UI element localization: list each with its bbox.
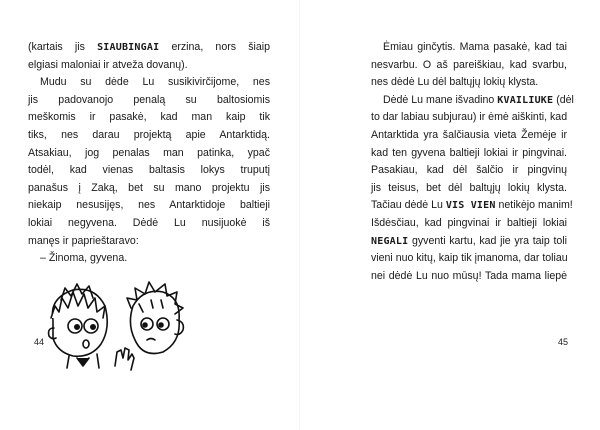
text-line: meškomis ir pasakė, kad man kaip tik bbox=[28, 111, 270, 124]
text-line: todėl, kad vienas baltasis lokys truputį bbox=[28, 164, 270, 177]
text-line: Išdėsčiau, kad pingvinai ir baltieji lokiai bbox=[371, 216, 567, 229]
text-line: nei dėdė Lu nuo mūsų! Tada mama liepė bbox=[371, 269, 567, 282]
text-line: Ėmiau ginčytis. Mama pasakė, kad tai bbox=[383, 41, 567, 53]
text-line: – Žinoma, gyvena. bbox=[40, 252, 128, 265]
text-line: kad ten gyvena baltieji lokiai ir pingvinai. bbox=[371, 146, 567, 159]
page-number: 44 bbox=[34, 337, 45, 347]
right-page-text bbox=[371, 39, 574, 285]
text-line: niekaip nesusijęs, nes Antarktidoje baltieji bbox=[28, 199, 270, 212]
text-line: NEGALI gyventi kartu, kad jie yra taip toli bbox=[371, 234, 567, 247]
text-line: nesvarbu. O aš pareiškiau, kad svarbu, bbox=[371, 58, 567, 71]
text-line: Tačiau dėdė Lu VIS VIEN netikėjo manim! bbox=[371, 199, 573, 212]
text-line: (kartais jis SIAUBINGAI erzina, nors šiaip bbox=[28, 41, 270, 53]
emphasis-word: SIAUBINGAI bbox=[97, 42, 160, 53]
page-number: 45 bbox=[558, 337, 569, 347]
text-line: manęs ir paprieštaravo: bbox=[28, 234, 139, 247]
emphasis-word: NEGALI bbox=[371, 235, 409, 247]
text-line: lokiai negyvena. Dėdė Lu nusijuokė iš bbox=[28, 216, 270, 229]
text-line: tiks, nes darau projektą apie Antarktidą. bbox=[28, 128, 270, 141]
text-line: Pasakiau, kad dėl šalčio ir pingvinų bbox=[371, 164, 567, 177]
text-line: nes dėdė Lu dėl baltųjų lokių klysta. bbox=[371, 76, 539, 89]
text-line: panašus į Zaką, bet su mano projektu jis bbox=[28, 181, 270, 194]
text-line: jis teisus, bet dėl baltųjų lokių klysta. bbox=[371, 181, 567, 194]
text-line: vieni nuo kitų, kaip tik įmanoma, dar toliau bbox=[371, 252, 568, 265]
text-line: Mudu su dėde Lu susikivirčijome, nes bbox=[40, 76, 270, 89]
text-line: Atsakiau, jog penalas man patinka, ypač bbox=[28, 146, 270, 159]
emphasis-word: VIS VIEN bbox=[445, 200, 496, 212]
text-line: Antarktida yra šalčiausia vieta Žemėje ir bbox=[371, 128, 567, 141]
text-line: jis padovanojo penalą su baltosiomis bbox=[28, 93, 270, 106]
text-line: Dėdė Lu mane išvadino KVAILIUKE (dėl bbox=[383, 93, 574, 106]
text-line: elgiasi maloniai ir atveža dovanų). bbox=[28, 58, 188, 71]
emphasis-word: KVAILIUKE bbox=[497, 94, 554, 106]
text-line: to dar labiau subjurau) ir ėmė aiškinti, kad bbox=[371, 111, 568, 124]
